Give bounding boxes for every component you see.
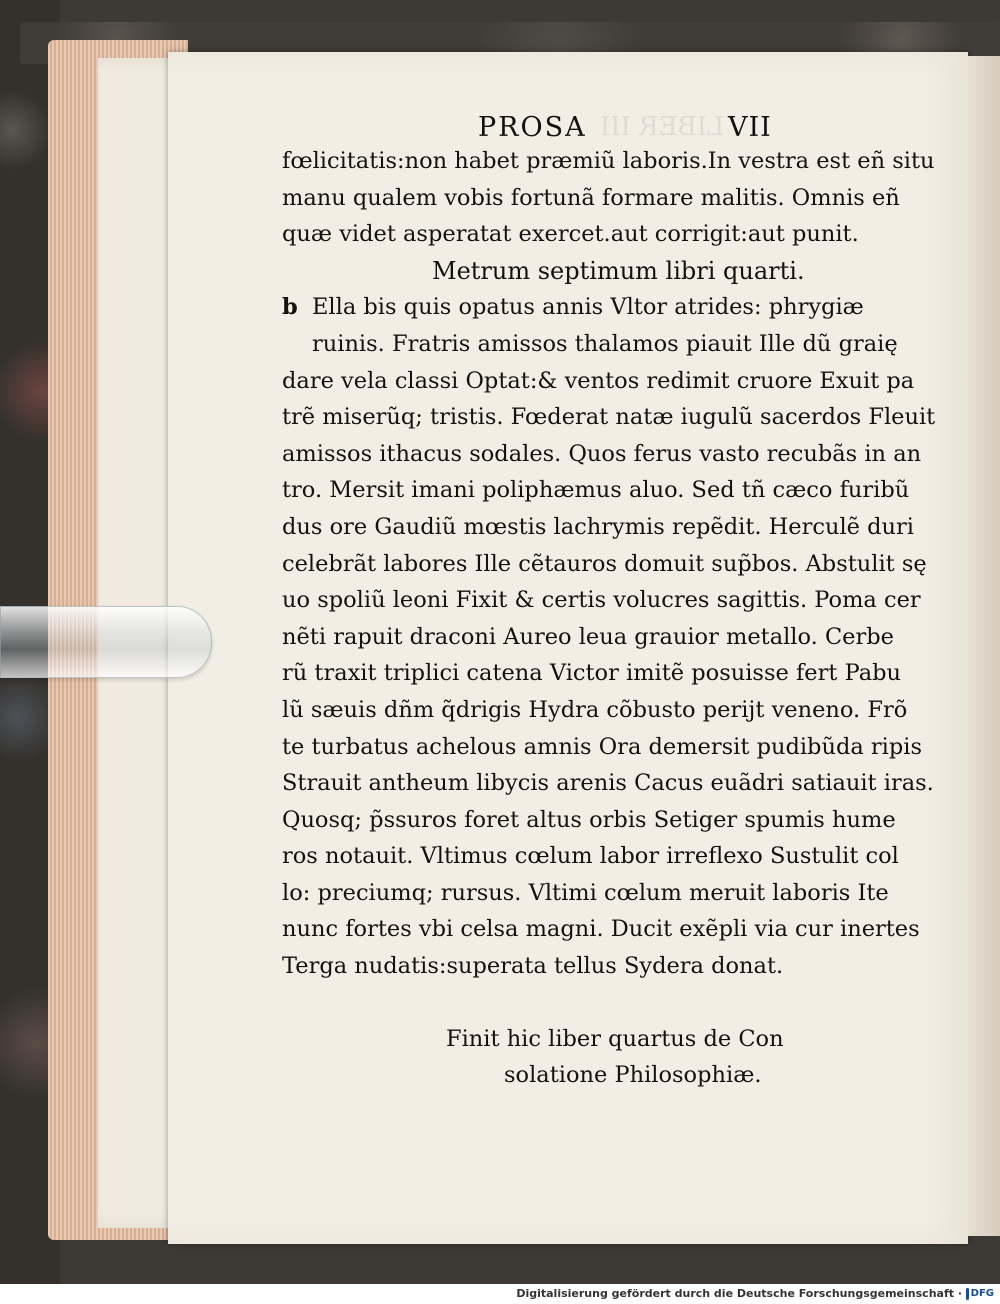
prose-line: manu qualem vobis fortunã formare malitis. Omnis eñ <box>282 184 900 211</box>
text-block <box>282 143 936 1094</box>
meter-line: tro. Mersit imani poliphæmus aluo. Sed tñ cæco furibũ <box>282 477 910 504</box>
meter-line: Quosq; p̃ssuros foret altus orbis Setiger spumis hume <box>282 806 896 833</box>
meter-line: dus ore Gaudiũ mœstis lachrymis repẽdit. Herculẽ duri <box>282 513 914 540</box>
meter-line-text: Ella bis quis opatus annis Vltor atrides: phrygiæ <box>312 294 864 321</box>
meter-line: nunc fortes vbi celsa magni. Ducit exẽpli via cur inertes <box>282 916 920 943</box>
meter-line: uo spoliũ leoni Fixit & certis volucres sagittis. Poma cer <box>282 587 921 614</box>
bleed-through-text: LIBER III <box>600 112 725 142</box>
meter-line: trẽ miserũq; tristis. Fœderat natæ iugulũ sacerdos Fleuit <box>282 404 936 431</box>
meter-line: rũ traxit triplici catena Victor imitẽ posuisse fert Pabu <box>282 660 902 687</box>
spacer <box>282 985 902 1021</box>
meter-line: ros notauit. Vltimus cœlum labor irreflexo Sustulit col <box>282 843 899 870</box>
meter-line: lũ sæuis dñm q̃drigis Hydra cõbusto perijt veneno. Frõ <box>282 696 908 723</box>
meter-line: dare vela classi Optat:& ventos redimit cruore Exuit pa <box>282 367 915 394</box>
colophon <box>282 1021 902 1094</box>
meter-line <box>282 289 902 326</box>
dfg-logo-text: DFG <box>970 1288 994 1299</box>
meter-line: Terga nudatis:superata tellus Sydera donat. <box>282 953 784 980</box>
meter-line: lo: preciumq; rursus. Vltimi cœlum meruit laboris Ite <box>282 879 889 906</box>
meter-line: nẽti rapuit draconi Aureo leua grauior metallo. Cerbe <box>282 623 894 650</box>
running-head-title: PROSA <box>478 112 587 143</box>
glass-page-weight <box>0 606 212 678</box>
dfg-logo[interactable] <box>966 1286 994 1301</box>
meter-line: ruinis. Fratris amissos thalamos piauit Ille dũ graię <box>312 330 898 357</box>
prose-line: fœlicitatis:non habet præmiũ laboris.In vestra est eñ situ <box>282 148 935 174</box>
folio-number: VII <box>728 112 772 143</box>
colophon-line: solatione Philosophiæ. <box>504 1062 762 1089</box>
meter-line: te turbatus achelous amnis Ora demersit pudibũda ripis <box>282 733 923 760</box>
meter-line: celebrãt labores Ille cẽtauros domuit sup̃bos. Abstulit sę <box>282 550 927 577</box>
meter-title: Metrum septimum libri quarti. <box>432 256 805 285</box>
page-right-edge <box>968 56 1000 1236</box>
colophon-line: Finit hic liber quartus de Con <box>446 1025 784 1052</box>
footer-bar <box>0 1284 1000 1304</box>
meter-line: Strauit antheum libycis arenis Cacus euãdri satiauit iras. <box>282 770 934 797</box>
meter-line: amissos ithacus sodales. Quos ferus vasto recubãs in an <box>282 440 922 467</box>
funding-notice: Digitalisierung gefördert durch die Deutsche Forschungsgemeinschaft · <box>516 1287 962 1300</box>
prose-line: quæ videt asperatat exercet.aut corrigit:aut punit. <box>282 221 859 248</box>
dfg-logo-icon <box>966 1288 969 1300</box>
initial-letter: b <box>282 294 298 321</box>
